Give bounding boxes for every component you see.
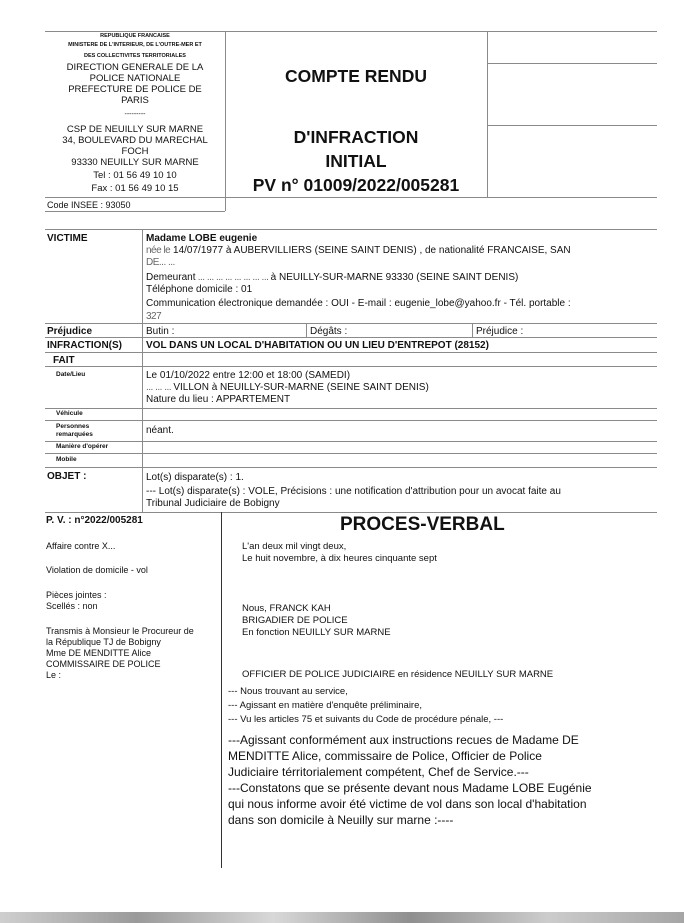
pv-violation: Violation de domicile - vol (46, 565, 148, 575)
title-infraction: D'INFRACTION (293, 127, 419, 147)
table-bottom-border (45, 512, 657, 513)
mobile-top-border (45, 453, 657, 454)
header-right-line-2 (487, 125, 657, 126)
ministere-line-2: DES COLLECTIVITES TERRITORIALES (84, 53, 186, 59)
pv-pieces: Pièces jointes : (46, 590, 107, 600)
direction-line-3: PREFECTURE DE POLICE DE (68, 84, 202, 95)
victime-address-prefix: Demeurant (146, 272, 196, 283)
pv-affaire: Affaire contre X... (46, 541, 116, 551)
victime-mobile: 327 (146, 311, 162, 322)
code-insee: Code INSEE : 93050 (47, 200, 131, 210)
objet-top-border (45, 467, 657, 468)
victime-birth-prefix: née le (146, 245, 171, 256)
pv-nous-1: Nous, FRANCK KAH (242, 603, 331, 614)
redacted-address: ... ... ... ... ... ... ... ... (195, 272, 271, 283)
pv-opj: OFFICIER DE POLICE JUDICIAIRE en résidence NEUILLY SUR MARNE (242, 669, 554, 680)
prejudice-butin: Butin : (146, 326, 175, 337)
csp-line-2: 34, BOULEVARD DU MARECHAL (62, 135, 208, 146)
prejudice-divider-1 (306, 323, 307, 337)
fait-place-line (146, 382, 429, 394)
prejudice-label: Préjudice (47, 326, 93, 337)
pv-service-3: --- Vu les articles 75 et suivants du Code de procédure pénale, --- (228, 714, 504, 725)
infraction-top-border (45, 337, 657, 338)
pv-scelles: Scellés : non (46, 601, 98, 611)
fait-place-value: VILLON à NEUILLY-SUR-MARNE (SEINE SAINT DENIS) (173, 382, 429, 393)
mobile-label: Mobile (56, 456, 77, 463)
personnes-value: néant. (146, 425, 174, 436)
fait-date-label: Date/Lieu (56, 371, 86, 378)
csp-line-1: CSP DE NEUILLY SUR MARNE (66, 124, 204, 135)
header-separator: --------- (124, 111, 146, 118)
table-top-border (45, 229, 657, 230)
pv-text-2: MENDITTE Alice, commissaire de Police, Officier de Police (228, 749, 542, 763)
header-divider-left (225, 31, 226, 211)
direction-line-2: POLICE NATIONALE (89, 73, 181, 84)
victime-line2: DE... ... (146, 257, 175, 268)
tel-line: Tel : 01 56 49 10 10 (93, 170, 177, 181)
fait-date-value: Le 01/10/2022 entre 12:00 et 18:00 (SAMEDI) (146, 370, 351, 381)
personnes-label-1: Personnes (56, 423, 90, 430)
pv-text-5: qui nous informe avoir été victime de vol dans son local d'habitation (228, 797, 587, 811)
header-right-line-1 (487, 63, 657, 64)
pv-divider (221, 512, 222, 868)
table-col-divider (142, 229, 143, 513)
maniere-top-border (45, 441, 657, 442)
fait-nature-value: Nature du lieu : APPARTEMENT (146, 394, 291, 405)
pv-text-3: Judiciaire térritorialement compétent, Chef de Service.--- (228, 765, 529, 779)
pv-transmis-1: Transmis à Monsieur le Procureur de (46, 626, 194, 636)
fax-line: Fax : 01 56 49 10 15 (91, 183, 179, 194)
objet-line-3: Tribunal Judiciaire de Bobigny (146, 498, 280, 509)
insee-bottom-border (45, 211, 225, 212)
victime-birth-line (146, 245, 571, 257)
bottom-scan-strip (0, 912, 684, 923)
victime-label: VICTIME (47, 233, 88, 244)
pv-date-line-1: L'an deux mil vingt deux, (242, 541, 347, 552)
pv-nous-3: En fonction NEUILLY SUR MARNE (242, 627, 391, 638)
redacted-street: ... ... ... (146, 382, 174, 393)
title-pv-number: PV n° 01009/2022/005281 (252, 175, 460, 195)
vehicule-top-border (45, 408, 657, 409)
vehicule-label: Véhicule (56, 410, 83, 417)
pv-text-6: dans son domicile à Neuilly sur marne :---- (228, 813, 454, 827)
victime-name: Madame LOBE eugenie (146, 233, 258, 244)
fait-label: FAIT (53, 355, 75, 366)
maniere-label: Manière d'opérer (56, 443, 109, 450)
pv-service-2: --- Agissant en matière d'enquête préliminaire, (228, 700, 423, 711)
victime-address: à NEUILLY-SUR-MARNE 93330 (SEINE SAINT DENIS) (270, 272, 519, 283)
victime-email: Communication électronique demandée : OUI - E-mail : eugenie_lobe@yahoo.fr - Tél. portable : (146, 298, 571, 309)
pv-nous-2: BRIGADIER DE POLICE (242, 615, 348, 626)
csp-line-4: 93330 NEUILLY SUR MARNE (71, 157, 199, 168)
objet-line-2: --- Lot(s) disparate(s) : VOLE, Précisions : une notification d'attribution pour un avocat faite au (146, 486, 561, 497)
prejudice-degats: Dégâts : (310, 326, 348, 337)
fait-sub-border (45, 366, 657, 367)
direction-line-4: PARIS (121, 95, 149, 106)
objet-line-1: Lot(s) disparate(s) : 1. (146, 472, 244, 483)
ministere-line-1: MINISTERE DE L'INTERIEUR, DE L'OUTRE-MER ET (68, 42, 202, 48)
pv-title: PROCES-VERBAL (340, 514, 505, 535)
title-initial: INITIAL (325, 151, 387, 171)
pv-service-1: --- Nous trouvant au service, (228, 686, 348, 697)
direction-line-1: DIRECTION GENERALE DE LA (66, 62, 204, 73)
personnes-label-2: remarquées (56, 431, 93, 438)
personnes-top-border (45, 420, 657, 421)
prejudice-prejudice: Préjudice : (476, 326, 524, 337)
republique-label: REPUBLIQUE FRANCAISE (100, 33, 170, 39)
pv-transmis-5: Le : (46, 670, 62, 680)
infraction-label: INFRACTION(S) (47, 340, 122, 351)
infraction-value: VOL DANS UN LOCAL D'HABITATION OU UN LIEU D'ENTREPOT (28152) (146, 340, 489, 351)
header-top-border (45, 31, 657, 32)
title-compte-rendu: COMPTE RENDU (285, 66, 427, 86)
pv-date-line-2: Le huit novembre, à dix heures cinquante sept (242, 553, 437, 564)
pv-number: P. V. : n°2022/005281 (46, 515, 143, 526)
victime-address-line (146, 272, 518, 284)
header-divider-right (487, 31, 488, 197)
pv-transmis-3: Mme DE MENDITTE Alice (46, 648, 152, 658)
prejudice-divider-2 (472, 323, 473, 337)
pv-transmis-2: la République TJ de Bobigny (46, 637, 161, 647)
pv-text-1: ---Agissant conformément aux instructions recues de Madame DE (228, 733, 579, 747)
victime-birth: 14/07/1977 à AUBERVILLIERS (SEINE SAINT DENIS) , de nationalité FRANCAISE, SAN (173, 245, 571, 256)
pv-transmis-4: COMMISSAIRE DE POLICE (46, 659, 161, 669)
csp-line-3: FOCH (121, 146, 149, 157)
victime-phone: Téléphone domicile : 01 (146, 284, 253, 295)
prejudice-top-border (45, 323, 657, 324)
objet-label: OBJET : (47, 471, 87, 482)
fait-top-border (45, 352, 657, 353)
header-bottom-border (45, 197, 657, 198)
pv-text-4: ---Constatons que se présente devant nous Madame LOBE Eugénie (228, 781, 592, 795)
